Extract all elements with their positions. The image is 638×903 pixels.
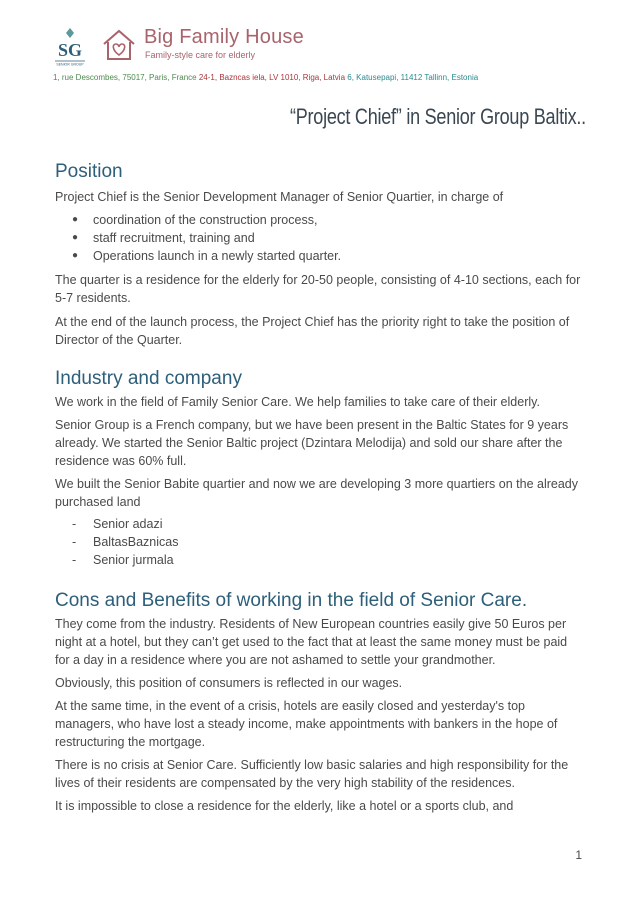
paragraph: At the end of the launch process, the Project Chief has the priority right to take the position of Director of the Quarter. xyxy=(55,315,570,347)
paragraph: At the same time, in the event of a crisis, hotels are easily closed and yesterday's top managers, who have lost a steady income, make appointments with bankers in the hope of restructuring the mortgage. xyxy=(55,699,558,749)
paragraph: The quarter is a residence for the elderly for 20-50 people, consisting of 4-10 sections, each for 5-7 residents. xyxy=(55,273,581,305)
section-heading-industry: Industry and company xyxy=(55,368,242,389)
house-heart-icon xyxy=(100,28,138,62)
list-item: - Senior adazi xyxy=(55,515,585,533)
senior-group-logo xyxy=(52,26,88,66)
paragraph: We built the Senior Babite quartier and now we are developing 3 more quartiers on the already purchased land xyxy=(55,477,578,509)
list-item: ● coordination of the construction process, xyxy=(55,211,585,229)
list-item: - Senior jurmala xyxy=(55,551,585,569)
paragraph: We work in the field of Family Senior Care. We help families to take care of their elderly. xyxy=(55,395,540,409)
paragraph: Senior Group is a French company, but we have been present in the Baltic States for 9 years already. We started the Senior Baltic project (Dzintara Melodija) and sold our share after the residence was 60% full. xyxy=(55,418,569,468)
svg-text:SG: SG xyxy=(57,40,83,60)
paragraph: It is impossible to close a residence for the elderly, like a hotel or a sports club, and xyxy=(55,799,514,813)
brand-name: Big Family House xyxy=(144,26,304,48)
svg-text:SENIOR GROUP: SENIOR GROUP xyxy=(56,62,84,66)
section-heading-position: Position xyxy=(55,161,123,182)
bullet-list xyxy=(55,211,585,265)
brand-tagline: Family-style care for elderly xyxy=(145,50,256,60)
list-item: - BaltasBaznicas xyxy=(55,533,585,551)
paragraph: There is no crisis at Senior Care. Sufficiently low basic salaries and high responsibility for the lives of their residents are compensated by the very high stability of the residences. xyxy=(55,758,569,790)
document-body xyxy=(55,160,585,815)
paragraph: Obviously, this position of consumers is reflected in our wages. xyxy=(55,676,403,690)
dash-list xyxy=(55,515,585,569)
address-riga: 24-1, Bazncas iela, LV 1010, Riga, Latvia xyxy=(198,73,346,82)
address-tallinn: 6, Katusepapi, 11412 Tallinn, Estonia xyxy=(347,73,479,82)
paragraph: They come from the industry. Residents of New European countries easily give 50 Euros per night at a hotel, but they can’t get used to the fact that at least the same money must be paid for a day in a residence where you are not ashamed to settle your grandmother. xyxy=(55,617,568,667)
page-number: 1 xyxy=(575,848,582,862)
list-item: ● Operations launch in a newly started quarter. xyxy=(55,247,585,265)
paragraph: Project Chief is the Senior Development Manager of Senior Quartier, in charge of xyxy=(55,190,504,204)
document-title: “Project Chief” in Senior Group Baltix.. xyxy=(290,104,586,129)
list-item: ● staff recruitment, training and xyxy=(55,229,585,247)
address-paris: 1, rue Descombes, 75017, Paris, France xyxy=(53,73,197,82)
address-line xyxy=(53,73,478,82)
section-heading-cons: Cons and Benefits of working in the field of Senior Care. xyxy=(55,590,528,611)
